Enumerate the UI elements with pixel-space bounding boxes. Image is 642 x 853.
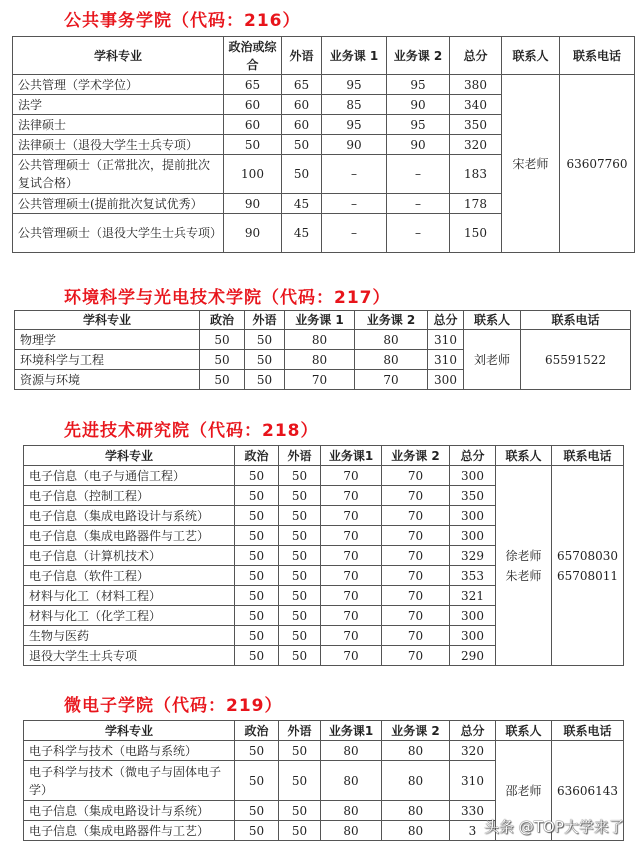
table-header-row bbox=[15, 311, 631, 330]
course1-cell: 85 bbox=[322, 95, 387, 115]
politics-cell: 50 bbox=[224, 135, 282, 155]
contact-cell: 宋老师 bbox=[502, 75, 560, 253]
course2-cell: 70 bbox=[382, 486, 450, 506]
header-foreign: 外语 bbox=[279, 446, 321, 466]
major-cell: 公共管理硕士(提前批次复试优秀） bbox=[13, 194, 224, 214]
total-cell: 300 bbox=[450, 506, 496, 526]
total-cell: 350 bbox=[450, 486, 496, 506]
politics-cell: 50 bbox=[235, 566, 279, 586]
major-cell: 电子信息（集成电路设计与系统） bbox=[24, 801, 235, 821]
politics-cell: 50 bbox=[200, 330, 245, 350]
politics-cell: 60 bbox=[224, 95, 282, 115]
foreign-cell: 50 bbox=[245, 350, 285, 370]
course1-cell: 80 bbox=[321, 821, 382, 841]
major-cell: 电子信息（计算机技术） bbox=[24, 546, 235, 566]
course1-cell: 95 bbox=[322, 75, 387, 95]
header-phone: 联系电话 bbox=[552, 721, 624, 741]
contact-cell: 刘老师 bbox=[464, 330, 521, 390]
politics-cell: 50 bbox=[235, 526, 279, 546]
header-major: 学科专业 bbox=[15, 311, 200, 330]
total-cell: 300 bbox=[450, 626, 496, 646]
total-cell: 330 bbox=[450, 801, 496, 821]
header-total: 总分 bbox=[450, 37, 502, 75]
major-cell: 电子信息（集成电路器件与工艺） bbox=[24, 821, 235, 841]
course2-cell: 95 bbox=[387, 75, 450, 95]
course2-cell: 70 bbox=[382, 566, 450, 586]
course1-cell: 70 bbox=[321, 506, 382, 526]
politics-cell: 60 bbox=[224, 115, 282, 135]
header-total: 总分 bbox=[428, 311, 464, 330]
major-cell: 电子信息（电子与通信工程） bbox=[24, 466, 235, 486]
course1-cell: – bbox=[322, 194, 387, 214]
total-cell: 329 bbox=[450, 546, 496, 566]
politics-cell: 90 bbox=[224, 194, 282, 214]
course1-cell: 80 bbox=[321, 761, 382, 801]
course2-cell: 80 bbox=[382, 741, 450, 761]
header-course2: 业务课 2 bbox=[387, 37, 450, 75]
section-title-217: 环境科学与光电技术学院（代码：217） bbox=[64, 288, 391, 308]
header-foreign: 外语 bbox=[245, 311, 285, 330]
major-cell: 退役大学生士兵专项 bbox=[24, 646, 235, 666]
politics-cell: 100 bbox=[224, 155, 282, 194]
contact-name-1: 徐老师 bbox=[505, 548, 542, 563]
table-header-row bbox=[24, 446, 624, 466]
header-course2: 业务课 2 bbox=[355, 311, 428, 330]
header-phone: 联系电话 bbox=[560, 37, 635, 75]
course2-cell: – bbox=[387, 194, 450, 214]
foreign-cell: 50 bbox=[245, 330, 285, 350]
phone-number-1: 65708030 bbox=[556, 548, 619, 563]
header-course1: 业务课 1 bbox=[322, 37, 387, 75]
total-cell: 290 bbox=[450, 646, 496, 666]
section-title-216: 公共事务学院（代码：216） bbox=[64, 11, 301, 31]
total-cell: 178 bbox=[450, 194, 502, 214]
foreign-cell: 50 bbox=[282, 155, 322, 194]
total-cell: 353 bbox=[450, 566, 496, 586]
politics-cell: 65 bbox=[224, 75, 282, 95]
header-politics: 政治或综合 bbox=[224, 37, 282, 75]
course1-cell: 70 bbox=[321, 486, 382, 506]
major-cell: 生物与医药 bbox=[24, 626, 235, 646]
total-cell: 320 bbox=[450, 741, 496, 761]
major-cell: 法学 bbox=[13, 95, 224, 115]
course1-cell: 95 bbox=[322, 115, 387, 135]
foreign-cell: 50 bbox=[279, 606, 321, 626]
course1-cell: 80 bbox=[321, 741, 382, 761]
total-cell: 300 bbox=[450, 526, 496, 546]
politics-cell: 50 bbox=[200, 370, 245, 390]
foreign-cell: 50 bbox=[279, 566, 321, 586]
table-row bbox=[13, 75, 635, 95]
course2-cell: 90 bbox=[387, 95, 450, 115]
phone-cell bbox=[552, 466, 624, 666]
politics-cell: 90 bbox=[224, 214, 282, 253]
politics-cell: 50 bbox=[235, 821, 279, 841]
header-politics: 政治 bbox=[200, 311, 245, 330]
politics-cell: 50 bbox=[235, 586, 279, 606]
contact-cell: 邵老师 bbox=[496, 741, 552, 841]
total-cell: 300 bbox=[450, 606, 496, 626]
header-contact: 联系人 bbox=[496, 721, 552, 741]
course2-cell: 70 bbox=[382, 646, 450, 666]
table-row bbox=[24, 741, 624, 761]
course2-cell: 70 bbox=[382, 466, 450, 486]
total-cell: 183 bbox=[450, 155, 502, 194]
score-table-216 bbox=[12, 36, 635, 253]
major-cell: 电子信息（集成电路器件与工艺） bbox=[24, 526, 235, 546]
course2-cell: 80 bbox=[382, 821, 450, 841]
course2-cell: – bbox=[387, 155, 450, 194]
foreign-cell: 50 bbox=[279, 506, 321, 526]
phone-cell: 63607760 bbox=[560, 75, 635, 253]
foreign-cell: 50 bbox=[279, 626, 321, 646]
major-cell: 电子科学与技术（微电子与固体电子学） bbox=[24, 761, 235, 801]
course2-cell: 70 bbox=[355, 370, 428, 390]
total-cell: 340 bbox=[450, 95, 502, 115]
foreign-cell: 50 bbox=[279, 646, 321, 666]
foreign-cell: 50 bbox=[282, 135, 322, 155]
politics-cell: 50 bbox=[235, 801, 279, 821]
header-politics: 政治 bbox=[235, 446, 279, 466]
foreign-cell: 50 bbox=[279, 486, 321, 506]
course1-cell: 70 bbox=[321, 546, 382, 566]
header-major: 学科专业 bbox=[24, 446, 235, 466]
foreign-cell: 50 bbox=[279, 466, 321, 486]
course2-cell: 90 bbox=[387, 135, 450, 155]
major-cell: 资源与环境 bbox=[15, 370, 200, 390]
total-cell: 350 bbox=[450, 115, 502, 135]
contact-name-2: 朱老师 bbox=[505, 568, 542, 583]
header-course2: 业务课 2 bbox=[382, 721, 450, 741]
total-cell: 321 bbox=[450, 586, 496, 606]
major-cell: 环境科学与工程 bbox=[15, 350, 200, 370]
total-cell: 380 bbox=[450, 75, 502, 95]
major-cell: 电子信息（集成电路设计与系统） bbox=[24, 506, 235, 526]
header-major: 学科专业 bbox=[13, 37, 224, 75]
course2-cell: 80 bbox=[382, 801, 450, 821]
course1-cell: 70 bbox=[321, 466, 382, 486]
politics-cell: 50 bbox=[235, 546, 279, 566]
header-course1: 业务课 1 bbox=[285, 311, 355, 330]
header-course1: 业务课1 bbox=[321, 446, 382, 466]
course2-cell: 70 bbox=[382, 586, 450, 606]
foreign-cell: 50 bbox=[279, 821, 321, 841]
foreign-cell: 65 bbox=[282, 75, 322, 95]
total-cell: 310 bbox=[428, 350, 464, 370]
section-title-218: 先进技术研究院（代码：218） bbox=[64, 421, 319, 441]
course1-cell: 80 bbox=[285, 330, 355, 350]
course2-cell: 70 bbox=[382, 506, 450, 526]
politics-cell: 50 bbox=[235, 506, 279, 526]
course2-cell: 80 bbox=[355, 350, 428, 370]
major-cell: 公共管理（学术学位） bbox=[13, 75, 224, 95]
foreign-cell: 50 bbox=[279, 761, 321, 801]
course1-cell: 70 bbox=[321, 626, 382, 646]
header-foreign: 外语 bbox=[282, 37, 322, 75]
header-contact: 联系人 bbox=[502, 37, 560, 75]
course2-cell: 70 bbox=[382, 546, 450, 566]
total-cell: 150 bbox=[450, 214, 502, 253]
total-cell: 3 bbox=[450, 821, 496, 841]
section-title-219: 微电子学院（代码：219） bbox=[64, 696, 283, 716]
foreign-cell: 50 bbox=[245, 370, 285, 390]
header-course2: 业务课 2 bbox=[382, 446, 450, 466]
total-cell: 300 bbox=[428, 370, 464, 390]
course1-cell: 70 bbox=[321, 646, 382, 666]
score-table-218 bbox=[23, 445, 624, 666]
politics-cell: 50 bbox=[235, 646, 279, 666]
table-header-row bbox=[24, 721, 624, 741]
course1-cell: – bbox=[322, 155, 387, 194]
major-cell: 电子信息（控制工程） bbox=[24, 486, 235, 506]
politics-cell: 50 bbox=[235, 466, 279, 486]
course1-cell: 70 bbox=[321, 586, 382, 606]
course2-cell: 70 bbox=[382, 606, 450, 626]
politics-cell: 50 bbox=[235, 761, 279, 801]
header-foreign: 外语 bbox=[279, 721, 321, 741]
header-phone: 联系电话 bbox=[552, 446, 624, 466]
header-total: 总分 bbox=[450, 721, 496, 741]
foreign-cell: 50 bbox=[279, 546, 321, 566]
table-row bbox=[24, 466, 624, 486]
course2-cell: 95 bbox=[387, 115, 450, 135]
course1-cell: 70 bbox=[321, 566, 382, 586]
header-total: 总分 bbox=[450, 446, 496, 466]
header-phone: 联系电话 bbox=[521, 311, 631, 330]
course1-cell: – bbox=[322, 214, 387, 253]
total-cell: 310 bbox=[428, 330, 464, 350]
major-cell: 电子科学与技术（电路与系统） bbox=[24, 741, 235, 761]
politics-cell: 50 bbox=[235, 486, 279, 506]
header-major: 学科专业 bbox=[24, 721, 235, 741]
table-header-row bbox=[13, 37, 635, 75]
foreign-cell: 60 bbox=[282, 95, 322, 115]
major-cell: 材料与化工（化学工程） bbox=[24, 606, 235, 626]
total-cell: 320 bbox=[450, 135, 502, 155]
foreign-cell: 50 bbox=[279, 526, 321, 546]
course2-cell: 70 bbox=[382, 526, 450, 546]
politics-cell: 50 bbox=[235, 606, 279, 626]
watermark: 头条 @TOP大学来了 bbox=[484, 818, 624, 836]
major-cell: 材料与化工（材料工程） bbox=[24, 586, 235, 606]
major-cell: 公共管理硕士（正常批次，提前批次复试合格） bbox=[13, 155, 224, 194]
table-row bbox=[15, 330, 631, 350]
politics-cell: 50 bbox=[235, 741, 279, 761]
politics-cell: 50 bbox=[200, 350, 245, 370]
score-table-217 bbox=[14, 310, 631, 390]
course2-cell: – bbox=[387, 214, 450, 253]
phone-number-2: 65708011 bbox=[556, 568, 619, 583]
course1-cell: 80 bbox=[285, 350, 355, 370]
course1-cell: 70 bbox=[321, 606, 382, 626]
total-cell: 300 bbox=[450, 466, 496, 486]
politics-cell: 50 bbox=[235, 626, 279, 646]
course1-cell: 90 bbox=[322, 135, 387, 155]
major-cell: 法律硕士（退役大学生士兵专项） bbox=[13, 135, 224, 155]
foreign-cell: 50 bbox=[279, 741, 321, 761]
header-politics: 政治 bbox=[235, 721, 279, 741]
course2-cell: 80 bbox=[355, 330, 428, 350]
total-cell: 310 bbox=[450, 761, 496, 801]
foreign-cell: 50 bbox=[279, 801, 321, 821]
foreign-cell: 45 bbox=[282, 194, 322, 214]
course1-cell: 70 bbox=[321, 526, 382, 546]
foreign-cell: 45 bbox=[282, 214, 322, 253]
major-cell: 物理学 bbox=[15, 330, 200, 350]
course2-cell: 70 bbox=[382, 626, 450, 646]
phone-cell: 63606143 bbox=[552, 741, 624, 841]
header-contact: 联系人 bbox=[496, 446, 552, 466]
foreign-cell: 50 bbox=[279, 586, 321, 606]
major-cell: 电子信息（软件工程） bbox=[24, 566, 235, 586]
phone-cell: 65591522 bbox=[521, 330, 631, 390]
course1-cell: 70 bbox=[285, 370, 355, 390]
foreign-cell: 60 bbox=[282, 115, 322, 135]
header-course1: 业务课1 bbox=[321, 721, 382, 741]
major-cell: 公共管理硕士（退役大学生士兵专项） bbox=[13, 214, 224, 253]
major-cell: 法律硕士 bbox=[13, 115, 224, 135]
course1-cell: 80 bbox=[321, 801, 382, 821]
contact-cell bbox=[496, 466, 552, 666]
header-contact: 联系人 bbox=[464, 311, 521, 330]
course2-cell: 80 bbox=[382, 761, 450, 801]
